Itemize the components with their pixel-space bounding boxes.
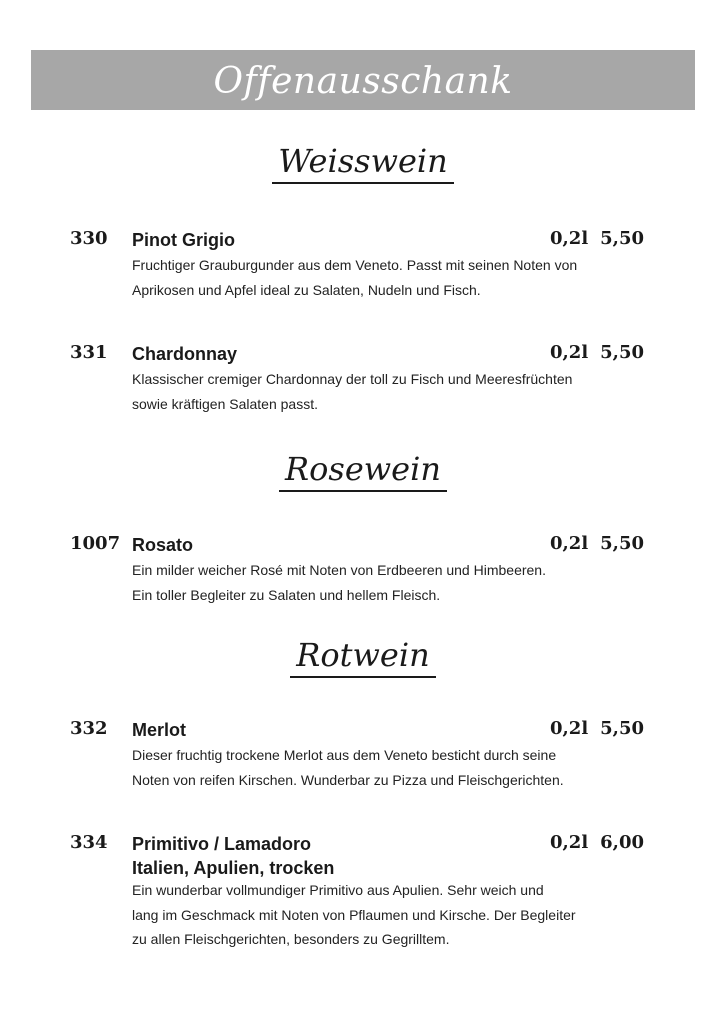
item-name: Merlot	[132, 720, 186, 740]
item-description	[132, 558, 652, 607]
description-line: Noten von reifen Kirschen. Wunderbar zu Pizza und Fleischgerichten.	[132, 771, 564, 788]
item-volume: 0,2l	[550, 228, 589, 249]
description-line: sowie kräftigen Salaten passt.	[132, 395, 318, 412]
description-line: Ein toller Begleiter zu Salaten und hellem Fleisch.	[132, 586, 441, 603]
item-name	[132, 832, 334, 880]
section-title: Weisswein	[272, 144, 453, 184]
item-name: Chardonnay	[132, 344, 238, 364]
description-line: Fruchtiger Grauburgunder aus dem Veneto. Passt mit seinen Noten von	[132, 257, 578, 273]
item-price	[550, 533, 644, 554]
item-price-value: 5,50	[600, 718, 644, 739]
item-price	[550, 718, 644, 739]
item-price-value: 6,00	[600, 832, 644, 853]
item-price-value: 5,50	[600, 342, 644, 363]
item-number: 334	[70, 832, 108, 853]
section-heading-rosewein	[0, 452, 726, 492]
item-description	[132, 253, 652, 302]
description-line: Dieser fruchtig trockene Merlot aus dem Veneto besticht durch seine	[132, 747, 557, 763]
section-heading-rotwein	[0, 638, 726, 678]
item-number: 1007	[70, 533, 121, 554]
item-price-value: 5,50	[600, 533, 644, 554]
description-line: lang im Geschmack mit Noten von Pflaumen und Kirsche. Der Begleiter	[132, 906, 576, 923]
item-price	[550, 228, 644, 249]
page-title: Offenausschank	[213, 60, 513, 102]
section-title: Rotwein	[290, 638, 435, 678]
description-line: zu allen Fleischgerichten, besonders zu Gegrilltem.	[132, 931, 450, 947]
section-title: Rosewein	[279, 452, 447, 492]
item-description	[132, 743, 652, 792]
description-line: Ein wunderbar vollmundiger Primitivo aus Apulien. Sehr weich und	[132, 882, 544, 898]
item-name: Pinot Grigio	[132, 230, 235, 250]
item-volume: 0,2l	[550, 533, 589, 554]
description-line: Klassischer cremiger Chardonnay der toll zu Fisch und Meeresfrüchten	[132, 371, 573, 387]
section-heading-weisswein	[0, 144, 726, 184]
item-name: Rosato	[132, 535, 194, 555]
item-volume: 0,2l	[550, 342, 589, 363]
item-price	[550, 832, 644, 853]
item-subtitle: Italien, Apulien, trocken	[132, 858, 335, 878]
item-volume: 0,2l	[550, 832, 589, 853]
description-line: Ein milder weicher Rosé mit Noten von Erdbeeren und Himbeeren.	[132, 562, 546, 578]
item-number: 330	[70, 228, 108, 249]
item-name-text: Primitivo / Lamadoro	[132, 834, 312, 854]
item-description	[132, 367, 652, 416]
item-description	[132, 878, 652, 952]
item-number: 332	[70, 718, 108, 739]
header-band	[31, 50, 695, 110]
description-line: Aprikosen und Apfel ideal zu Salaten, Nudeln und Fisch.	[132, 281, 481, 298]
item-price-value: 5,50	[600, 228, 644, 249]
item-volume: 0,2l	[550, 718, 589, 739]
item-number: 331	[70, 342, 108, 363]
item-price	[550, 342, 644, 363]
